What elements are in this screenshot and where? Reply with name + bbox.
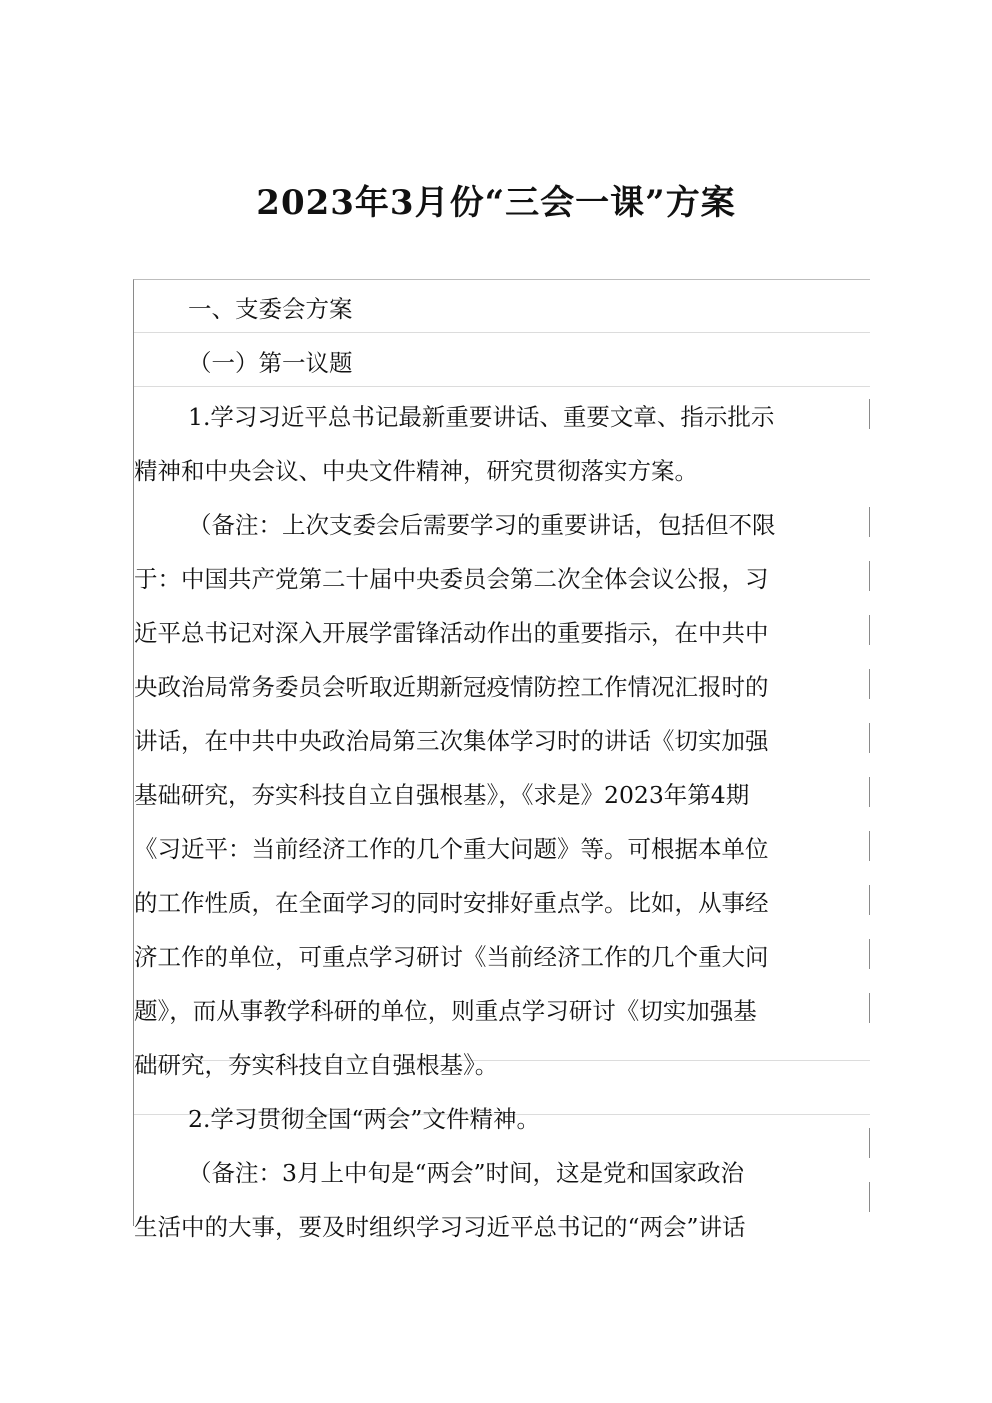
paragraph-line: 的工作性质，在全面学习的同时安排好重点学。比如，从事经: [134, 889, 769, 917]
paragraph-line: 1.学习习近平总书记最新重要讲话、重要文章、指示批示: [188, 403, 775, 431]
paragraph-line: 于：中国共产党第二十届中央委员会第二次全体会议公报，习: [134, 565, 769, 593]
paragraph-line: 《习近平：当前经济工作的几个重大问题》等。可根据本单位: [134, 835, 769, 863]
paragraph-line: （备注：3月上中旬是“两会”时间，这是党和国家政治: [188, 1159, 744, 1187]
paragraph-line: （备注：上次支委会后需要学习的重要讲话，包括但不限: [188, 511, 776, 539]
document-body: [133, 279, 870, 1241]
paragraph-line: 础研究，夯实科技自立自强根基》。: [134, 1051, 499, 1079]
paragraph-line: 2.学习贯彻全国“两会”文件精神。: [188, 1105, 540, 1133]
section-heading: 一、支委会方案: [188, 295, 353, 323]
paragraph-line: 近平总书记对深入开展学雷锋活动作出的重要指示，在中共中: [134, 619, 769, 647]
page-title: 2023年3月份“三会一课”方案: [256, 183, 736, 223]
paragraph-line: 基础研究，夯实科技自立自强根基》，《求是》2023年第4期: [134, 781, 750, 809]
subsection-heading: （一）第一议题: [188, 349, 353, 377]
paragraph-line: 央政治局常务委员会听取近期新冠疫情防控工作情况汇报时的: [134, 673, 769, 701]
paragraph-line: 讲话，在中共中央政治局第三次集体学习时的讲话《切实加强: [134, 727, 769, 755]
paragraph-line: 生活中的大事，要及时组织学习习近平总书记的“两会”讲话: [134, 1213, 746, 1241]
paragraph-line: 题》，而从事教学科研的单位，则重点学习研讨《切实加强基: [134, 997, 757, 1025]
paragraph-line: 精神和中央会议、中央文件精神，研究贯彻落实方案。: [134, 457, 698, 485]
paragraph-line: 济工作的单位，可重点学习研讨《当前经济工作的几个重大问: [134, 943, 769, 971]
